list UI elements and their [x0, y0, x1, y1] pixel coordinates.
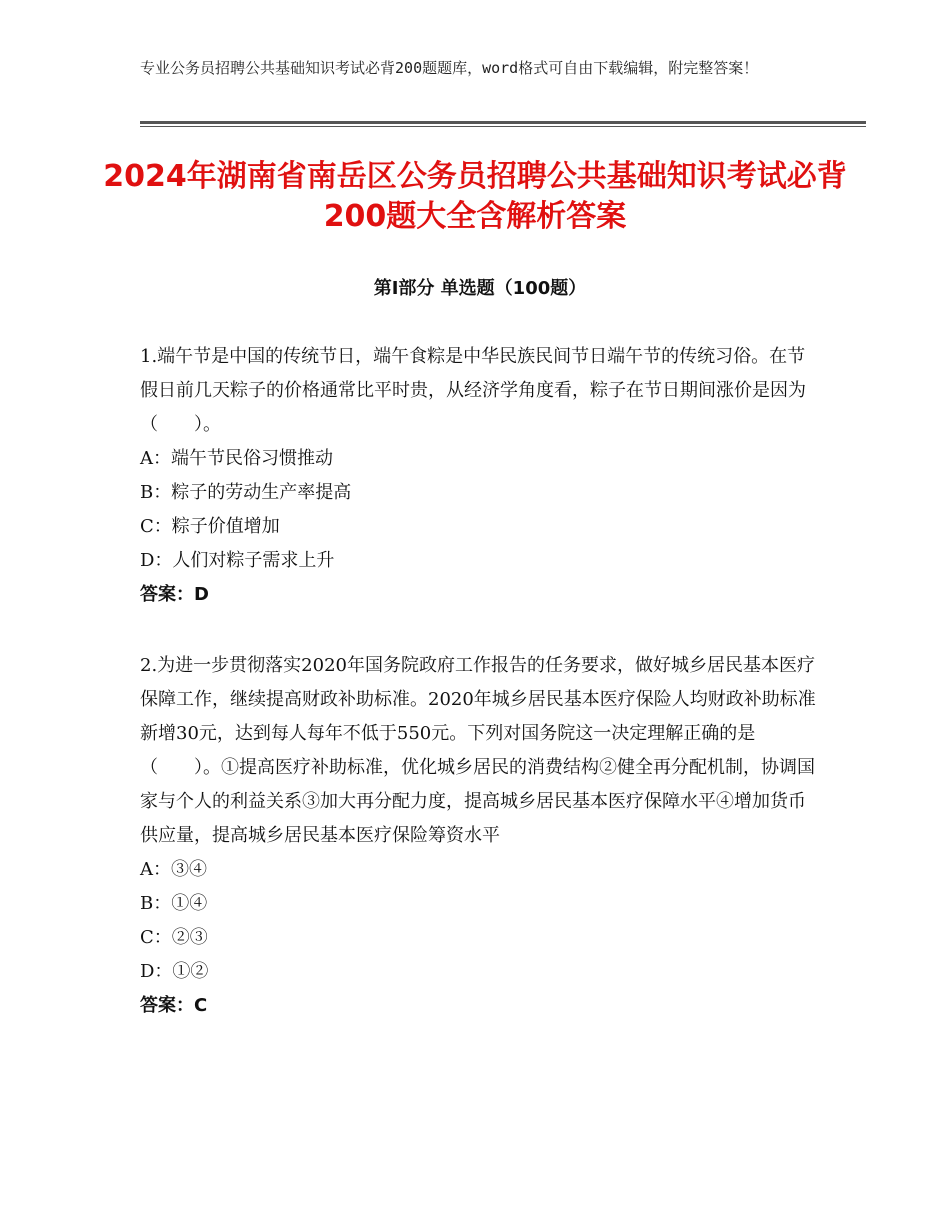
question-2	[140, 649, 820, 1023]
header-rule-thin	[140, 126, 866, 127]
option-b: B：①④	[140, 893, 208, 914]
option-d: D：①②	[140, 961, 209, 982]
document-title: 2024年湖南省南岳区公务员招聘公共基础知识考试必背200题大全含解析答案	[103, 159, 847, 234]
question-stem: 1.端午节是中国的传统节日，端午食粽是中华民族民间节日端午节的传统习俗。在节假日前几天粽子的价格通常比平时贵，从经济学角度看，粽子在节日期间涨价是因为（ ）。	[140, 346, 806, 435]
option-d: D：人们对粽子需求上升	[140, 550, 335, 571]
option-c: C：②③	[140, 927, 208, 948]
option-c: C：粽子价值增加	[140, 516, 280, 537]
answer-line: 答案：C	[140, 995, 208, 1016]
question-stem: 2.为进一步贯彻落实2020年国务院政府工作报告的任务要求，做好城乡居民基本医疗保障工作，继续提高财政补助标准。2020年城乡居民基本医疗保险人均财政补助标准新增30元，达到每人每年不低于550元。下列对国务院这一决定理解正确的是（ ）。①提高医疗补助标准，优化城乡居民的消费结构②健全再分配机制，协调国家与个人的利益关系③加大再分配力度，提高城乡居民基本医疗保障水平④增加货币供应量，提高城乡居民基本医疗保险筹资水平	[140, 655, 816, 846]
header-rule-thick	[140, 121, 866, 124]
option-b: B：粽子的劳动生产率提高	[140, 482, 352, 503]
section-heading: 第Ⅰ部分 单选题（100题）	[373, 278, 587, 299]
question-1	[140, 340, 820, 612]
option-a: A：③④	[140, 859, 207, 880]
answer-line: 答案：D	[140, 584, 209, 605]
header-note: 专业公务员招聘公共基础知识考试必背200题题库，word格式可自由下载编辑，附完整答案！	[140, 59, 759, 77]
option-a: A：端午节民俗习惯推动	[140, 448, 333, 469]
